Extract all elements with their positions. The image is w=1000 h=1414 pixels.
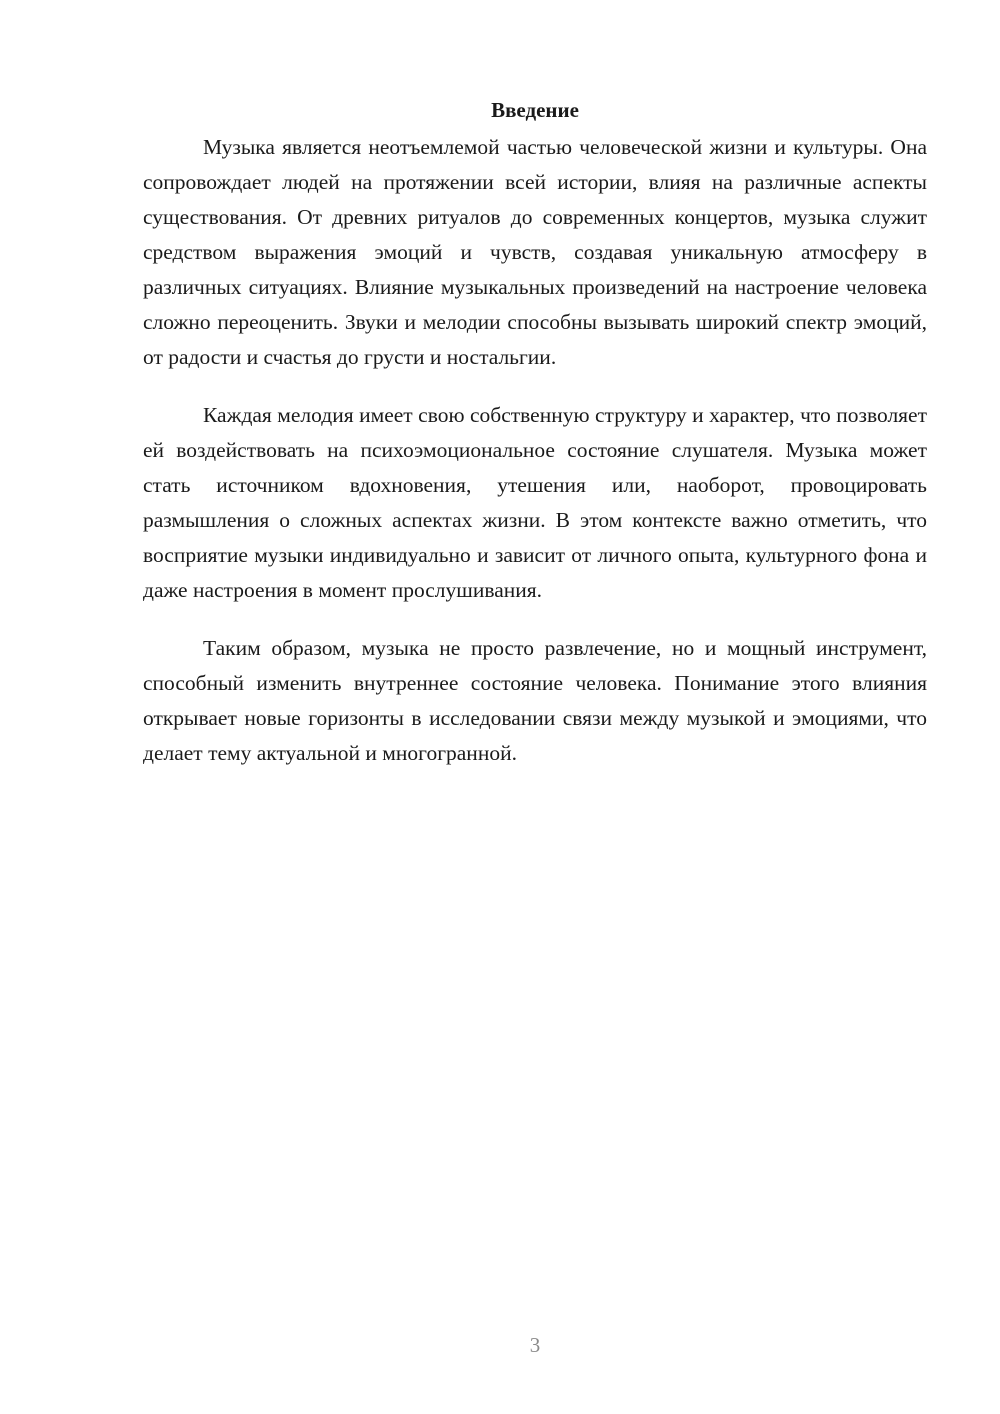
paragraph-1: Музыка является неотъемлемой частью человеческой жизни и культуры. Она сопровождает людей на протяжении всей истории, влияя на различные аспекты существования. От древних ритуалов до современных концертов, музыка служит средством выражения эмоций и чувств, создавая уникальную атмосферу в различных ситуациях. Влияние музыкальных произведений на настроение человека сложно переоценить. Звуки и мелодии способны вызывать широкий спектр эмоций, от радости и счастья до грусти и ностальгии. <box>143 135 927 369</box>
page-content <box>143 95 927 794</box>
paragraph-2: Каждая мелодия имеет свою собственную структуру и характер, что позволяет ей воздействовать на психоэмоциональное состояние слушателя. Музыка может стать источником вдохновения, утешения или, наоборот, провоцировать размышления о сложных аспектах жизни. В этом контексте важно отметить, что восприятие музыки индивидуально и зависит от личного опыта, культурного фона и даже настроения в момент прослушивания. <box>143 403 927 602</box>
paragraph-3: Таким образом, музыка не просто развлечение, но и мощный инструмент, способный изменить внутреннее состояние человека. Понимание этого влияния открывает новые горизонты в исследовании связи между музыкой и эмоциями, что делает тему актуальной и многогранной. <box>143 636 927 765</box>
section-heading: Введение <box>491 98 579 122</box>
page-number: 3 <box>529 1333 541 1357</box>
